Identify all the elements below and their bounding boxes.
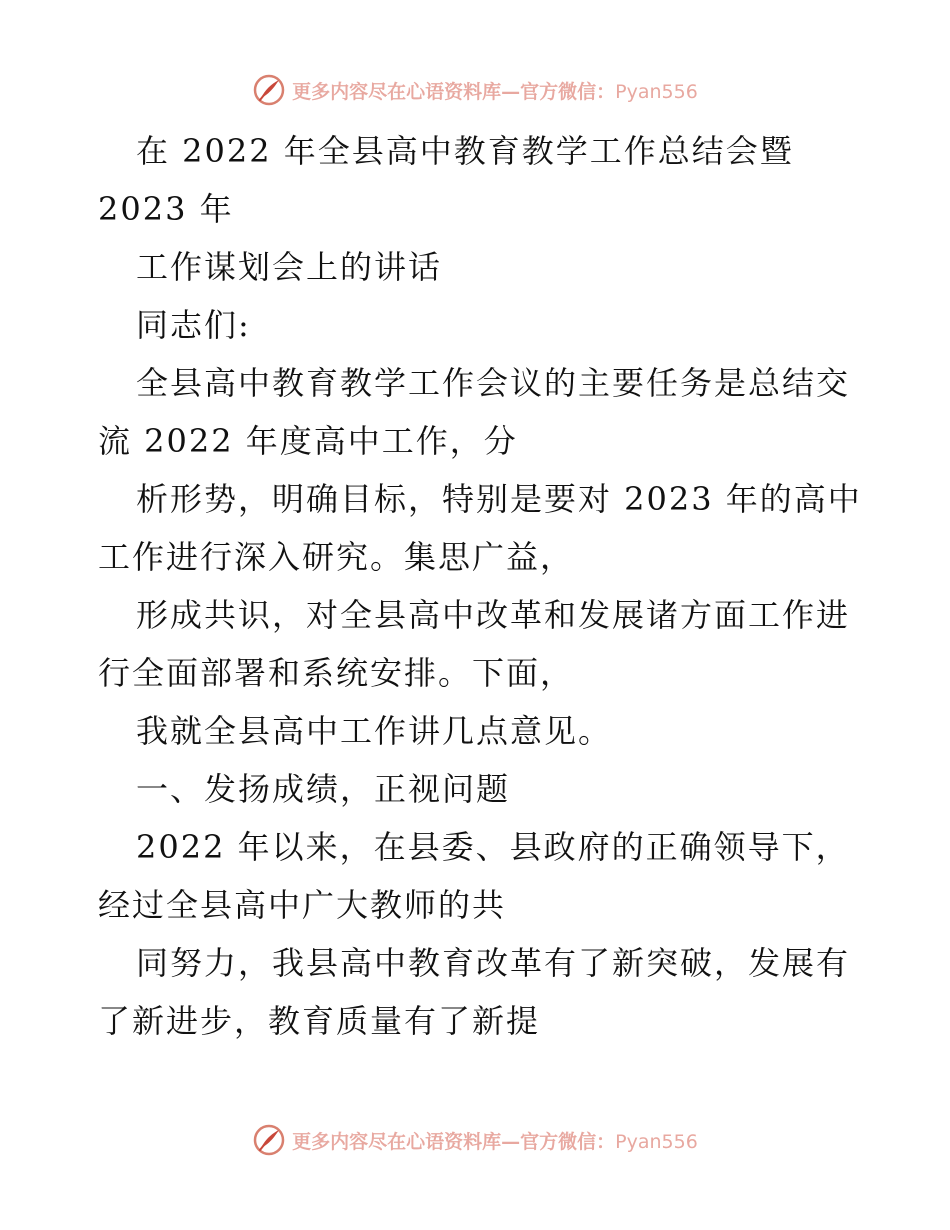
text-line: 流 2022 年度高中工作，分 [98, 422, 518, 460]
watermark-text [292, 77, 698, 104]
watermark-text [292, 1127, 698, 1154]
text-line: 2023 年 [98, 190, 234, 228]
text-line: 一、发扬成绩，正视问题 [136, 770, 511, 808]
watermark-wechat-id: Pyan556 [615, 80, 698, 103]
watermark-text-cn: 更多内容尽在心语资料库—官方微信： [292, 80, 616, 103]
text-line: 经过全县高中广大教师的共 [98, 886, 507, 924]
text-line: 在 2022 年全县高中教育教学工作总结会暨 [136, 132, 794, 170]
text-line: 工作谋划会上的讲话 [136, 248, 443, 286]
text-line: 析形势，明确目标，特别是要对 2023 年的高中 [136, 480, 862, 518]
text-line: 2022 年以来，在县委、县政府的正确领导下， [136, 828, 850, 866]
text-line: 工作进行深入研究。集思广益， [98, 538, 575, 576]
text-line: 我就全县高中工作讲几点意见。 [136, 712, 613, 750]
header-watermark [0, 70, 950, 110]
feather-pen-logo-icon [252, 73, 286, 107]
text-line: 同志们: [136, 306, 251, 344]
text-line: 同努力，我县高中教育改革有了新突破，发展有 [136, 944, 851, 982]
watermark-text-cn: 更多内容尽在心语资料库—官方微信： [292, 1130, 616, 1153]
text-line: 行全面部署和系统安排。下面， [98, 654, 575, 692]
document-body [98, 122, 862, 1050]
feather-pen-logo-icon [252, 1123, 286, 1157]
text-line: 了新进步，教育质量有了新提 [98, 1002, 541, 1040]
text-line: 形成共识，对全县高中改革和发展诸方面工作进 [136, 596, 851, 634]
footer-watermark [0, 1120, 950, 1160]
watermark-wechat-id: Pyan556 [615, 1130, 698, 1153]
text-line: 全县高中教育教学工作会议的主要任务是总结交 [136, 364, 851, 402]
